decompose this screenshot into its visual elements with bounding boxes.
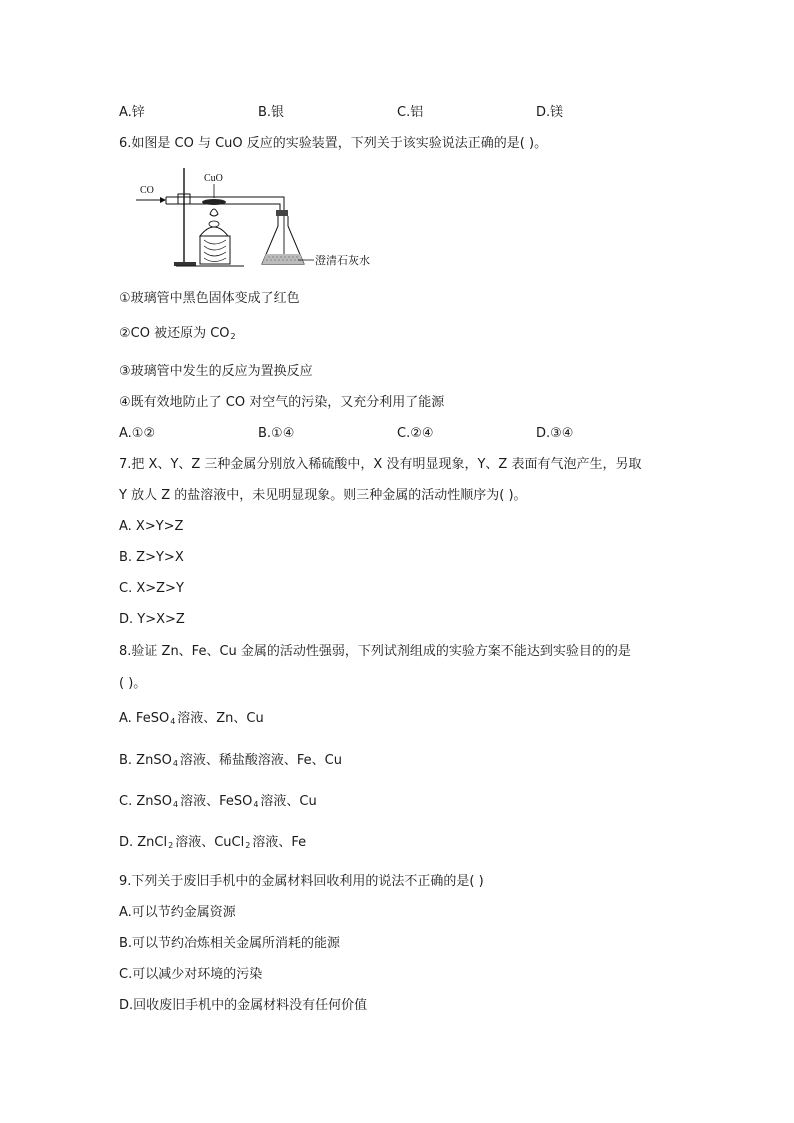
q5-option-c: C.铝: [397, 105, 424, 120]
q8-option-c: C. ZnSO$_4$ 溶液、FeSO$_4$ 溶液、Cu: [119, 794, 317, 809]
q5-option-b: B.银: [258, 105, 285, 120]
q9-option-d: D.回收废旧手机中的金属材料没有任何价值: [119, 998, 368, 1013]
q6-statement-2: ②CO 被还原为 $CO_2$: [119, 326, 236, 341]
q9-option-b: B.可以节约冶炼相关金属所消耗的能源: [119, 936, 341, 951]
q7-stem-line-1: 7.把 X、Y、Z 三种金属分别放入稀硫酸中，X 没有明显现象，Y、Z 表面有气泡产生，另取: [119, 457, 642, 472]
stand-base: [174, 262, 196, 266]
q6-statement-1: ①玻璃管中黑色固体变成了红色: [119, 291, 300, 306]
q7-option-d: D. Y>X>Z: [119, 612, 185, 627]
q8-option-a: A. FeSO$_4$ 溶液、Zn、Cu: [119, 711, 264, 726]
q7-option-a: A. X>Y>Z: [119, 519, 184, 534]
q6-option-b: B.①④: [258, 426, 295, 441]
q9-stem: 9.下列关于废旧手机中的金属材料回收利用的说法不正确的是( ): [119, 874, 484, 889]
cuo-label: CuO: [204, 173, 223, 184]
q6-option-a: A.①②: [119, 426, 156, 441]
co-cuo-apparatus-figure: [134, 168, 382, 276]
limewater-liquid: [262, 254, 304, 264]
q5-option-a: A.锌: [119, 105, 145, 120]
q8-option-d: D. ZnCl$_2$ 溶液、CuCl$_2$ 溶液、Fe: [119, 835, 307, 850]
q6-option-d: D.③④: [536, 426, 574, 441]
co-arrow-head: [160, 197, 166, 203]
q8-stem-line-1: 8.验证 Zn、Fe、Cu 金属的活动性强弱，下列试剂组成的实验方案不能达到实验目的的是: [119, 644, 631, 659]
q8-option-b: B. ZnSO$_4$ 溶液、稀盐酸溶液、Fe、Cu: [119, 753, 342, 768]
connecting-tube: [274, 197, 284, 210]
q7-option-c: C. X>Z>Y: [119, 581, 184, 596]
cuo-powder: [202, 199, 226, 205]
flame: [210, 209, 218, 216]
flask-stopper: [276, 210, 288, 216]
q9-option-c: C.可以减少对环境的污染: [119, 967, 263, 982]
q6-stem: 6.如图是 CO 与 CuO 反应的实验装置，下列关于该实验说法正确的是( )。: [119, 136, 548, 151]
q6-option-c: C.②④: [397, 426, 434, 441]
q7-stem-line-2: Y 放人 Z 的盐溶液中，未见明显现象。则三种金属的活动性顺序为( )。: [119, 488, 527, 503]
q7-option-b: B. Z>Y>X: [119, 550, 184, 565]
q6-statement-4: ④既有效地防止了 CO 对空气的污染，又充分利用了能源: [119, 395, 445, 410]
q6-statement-3: ③玻璃管中发生的反应为置换反应: [119, 364, 313, 379]
limewater-label: 澄清石灰水: [315, 255, 370, 267]
co-label: CO: [140, 185, 154, 196]
q5-option-d: D.镁: [536, 105, 564, 120]
q8-stem-line-2: ( )。: [119, 676, 147, 691]
alcohol-lamp: [200, 227, 228, 236]
q9-option-a: A.可以节约金属资源: [119, 905, 236, 920]
